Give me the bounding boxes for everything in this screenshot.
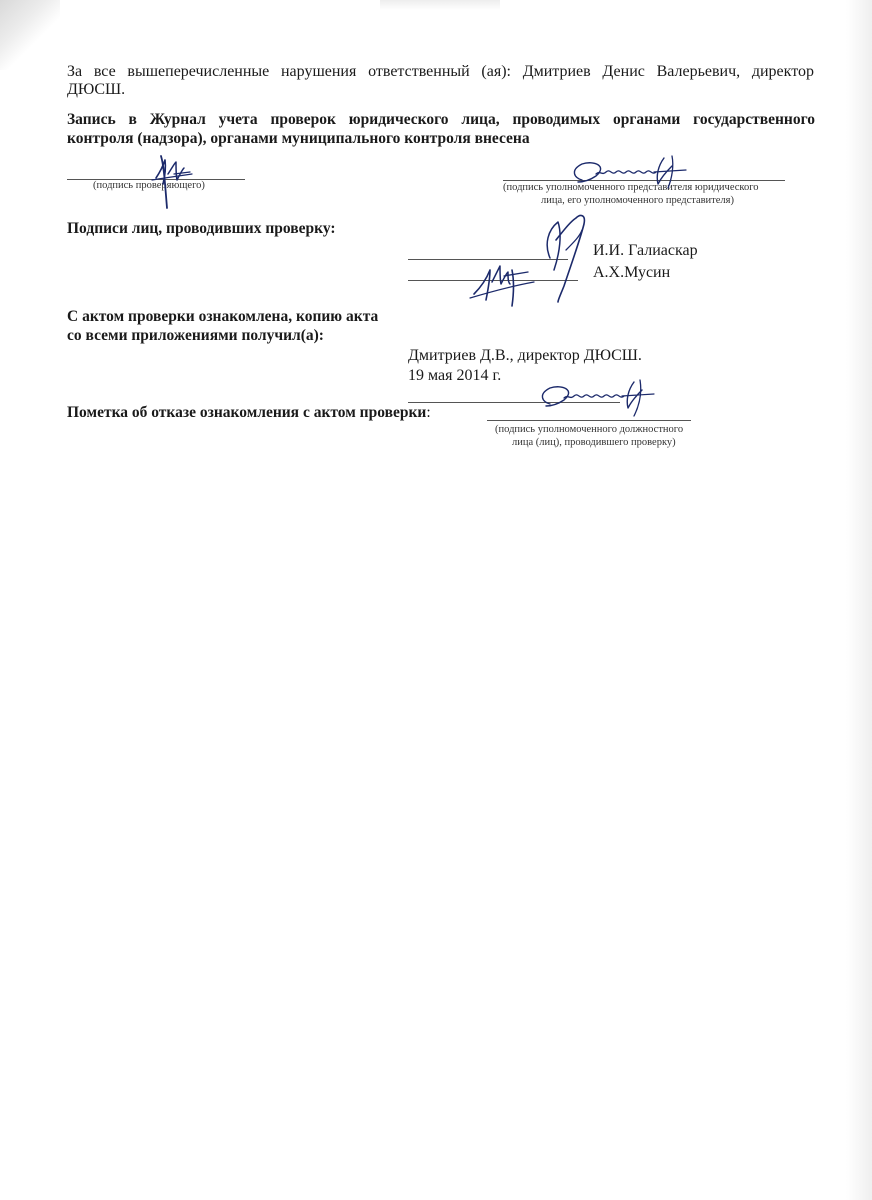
refusal-label-wrapper (67, 403, 431, 423)
inspectors-signatures-heading: Подписи лиц, проводивших проверку: (67, 220, 336, 237)
refusal-signature-line (487, 420, 691, 421)
representative-signature-icon (560, 148, 700, 198)
recipient-signature-icon (530, 376, 670, 422)
acknowledgement-recipient: Дмитриев Д.В., директор ДЮСШ. (408, 347, 642, 364)
representative-caption-line-1: (подпись уполномоченного представителя юридического (503, 182, 759, 193)
journal-record-line-2: контроля (надзора), органами муниципального контроля внесена (67, 130, 530, 147)
acknowledgement-date: 19 мая 2014 г. (408, 367, 502, 384)
journal-record-line-1: Запись в Журнал учета проверок юридического лица, проводимых органами государственного (67, 111, 815, 128)
scan-shadow-corner (0, 0, 60, 70)
refusal-caption-line-2: лица (лиц), проводившего проверку) (512, 437, 676, 448)
refusal-caption-line-1: (подпись уполномоченного должностного (495, 424, 684, 435)
inspector-2-signature-icon (468, 250, 548, 310)
inspector-1-name: И.И. Галиаскар (593, 242, 698, 259)
refusal-colon: : (426, 404, 431, 421)
representative-caption-line-2: лица, его уполномоченного представителя) (541, 195, 734, 206)
scan-shadow-right (846, 0, 872, 1200)
acknowledgement-heading-line-2: со всеми приложениями получил(а): (67, 327, 324, 344)
responsible-person-line-1: За все вышеперечисленные нарушения ответственный (ая): Дмитриев Денис Валерьевич, директор (67, 63, 814, 80)
scan-shadow-top (380, 0, 500, 10)
refusal-label: Пометка об отказе ознакомления с актом проверки (67, 404, 427, 421)
acknowledgement-heading-line-1: С актом проверки ознакомлена, копию акта (67, 308, 379, 325)
inspector-signature-icon (146, 144, 206, 214)
inspector-2-name: А.Х.Мусин (593, 264, 671, 281)
responsible-person-line-2: ДЮСШ. (67, 81, 126, 98)
inspector-signature-caption: (подпись проверяющего) (93, 180, 205, 191)
